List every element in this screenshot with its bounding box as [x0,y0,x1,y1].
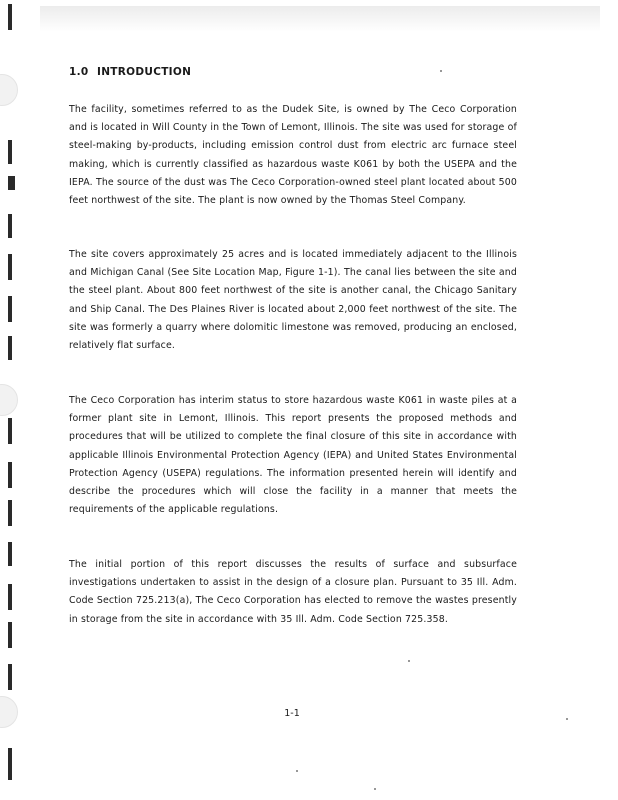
binding-mark [8,462,12,488]
scan-speck [440,70,442,72]
binding-mark [8,214,12,238]
paragraph: The facility, sometimes referred to as the Dudek Site, is owned by The Ceco Corporation and is located in Will County in the Town of Lemont, Illinois. The site was used for storage of steel-making by-products, including emission control dust from electric arc furnace steel making, which is currently classified as hazardous waste K061 by both the USEPA and the IEPA. The source of the dust was The Ceco Corporation-owned steel plant located about 500 feet northwest of the site. The plant is now owned by the Thomas Steel Company. [69,104,517,207]
binding-mark [8,176,15,190]
page-number: 1-1 [284,708,300,719]
paragraph: The initial portion of this report discusses the results of surface and subsurface investigations undertaken to assist in the design of a closure plan. Pursuant to 35 Ill. Adm. Code Section 725.213(a), The Ceco Corporation has elected to remove the wastes presently in storage from the site in accordance with 35 Ill. Adm. Code Section 725.358. [69,559,517,625]
binding-mark [8,140,12,164]
section-number: 1.0 [69,66,89,78]
binding-mark [8,542,12,566]
scan-speck [296,770,298,772]
binding-mark [8,584,12,610]
binding-mark [8,500,12,526]
punch-hole [0,384,18,416]
scan-speck [374,788,376,790]
binding-mark [8,418,12,444]
binding-edge [0,0,22,800]
binding-mark [8,748,12,780]
paragraph: The Ceco Corporation has interim status to store hazardous waste K061 in waste piles at a former plant site in Lemont, Illinois. This report presents the proposed methods and procedures that will be utilized to complete the final closure of this site in accordance with applicable Illinois Environmental Protection Agency (IEPA) and United States Environmental Protection Agency (USEPA) regulations. The information presented herein will identify and describe the procedures which will close the facility in a manner that meets the requirements of the applicable regulations. [69,395,517,516]
section-heading [69,66,191,78]
punch-hole [0,74,18,106]
section-title: INTRODUCTION [97,66,192,78]
punch-hole [0,696,18,728]
binding-mark [8,336,12,360]
binding-mark [8,622,12,648]
scan-shadow [40,6,600,32]
paragraph: The site covers approximately 25 acres and is located immediately adjacent to the Illinois and Michigan Canal (See Site Location Map, Figure 1-1). The canal lies between the site and the steel plant. About 800 feet northwest of the site is another canal, the Chicago Sanitary and Ship Canal. The Des Plaines River is located about 2,000 feet northwest of the site. The site was formerly a quarry where dolomitic limestone was removed, producing an enclosed, relatively flat surface. [69,249,517,352]
binding-mark [8,296,12,322]
binding-mark [8,4,12,30]
binding-mark [8,254,12,280]
scan-speck [408,660,410,662]
scan-speck [566,718,568,720]
binding-mark [8,664,12,690]
